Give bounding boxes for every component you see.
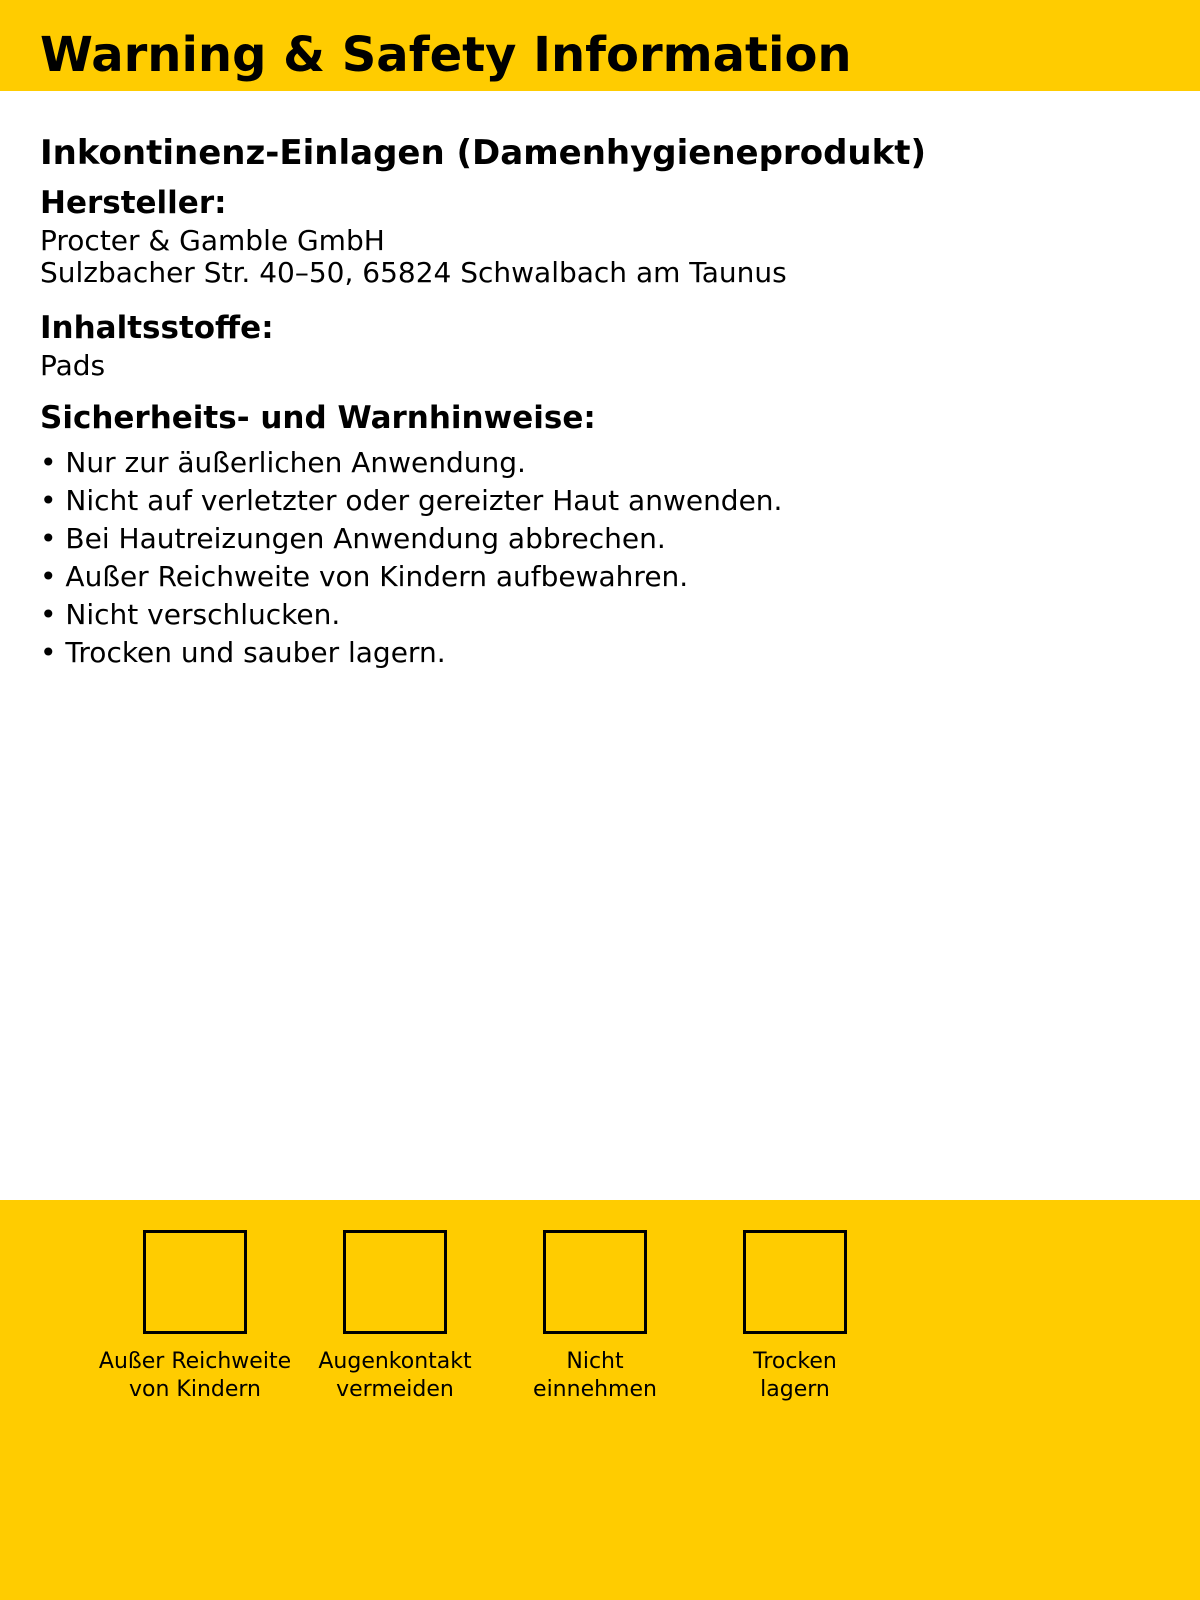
warning-item: • Bei Hautreizungen Anwendung abbrechen. [40,520,782,558]
safety-warning-list [40,444,782,672]
ingredients-text: Pads [40,349,106,382]
manufacturer-address: Sulzbacher Str. 40–50, 65824 Schwalbach am Taunus [40,256,787,289]
warning-item: • Außer Reichweite von Kindern aufbewahren. [40,558,782,596]
warning-item: • Nur zur äußerlichen Anwendung. [40,444,782,482]
pictogram-caption: Augenkontakt vermeiden [318,1349,472,1402]
ingredients-heading: Inhaltsstoffe: [40,310,274,346]
warning-item: • Trocken und sauber lagern. [40,634,782,672]
pictogram-store-dry [695,1230,895,1404]
warning-item: • Nicht auf verletzter oder gereizter Haut anwenden. [40,482,782,520]
pictogram-do-not-ingest [495,1230,695,1404]
product-name: Inkontinenz-Einlagen (Damenhygieneprodukt) [40,133,927,173]
warning-item: • Nicht verschlucken. [40,596,782,634]
pictogram-caption: Trocken lagern [753,1349,837,1402]
store-dry-icon [743,1230,847,1334]
manufacturer-name: Procter & Gamble GmbH [40,224,385,257]
header-banner [0,0,1200,91]
pictogram-keep-away-from-children [95,1230,295,1404]
avoid-eye-contact-icon [343,1230,447,1334]
safety-heading: Sicherheits- und Warnhinweise: [40,400,596,436]
manufacturer-heading: Hersteller: [40,185,227,221]
keep-away-from-children-icon [143,1230,247,1334]
page-title: Warning & Safety Information [40,27,852,83]
pictogram-footer [0,1200,1200,1600]
pictogram-caption: Außer Reichweite von Kindern [98,1349,292,1402]
pictogram-avoid-eye-contact [295,1230,495,1404]
do-not-ingest-icon [543,1230,647,1334]
pictogram-caption: Nicht einnehmen [533,1349,657,1402]
